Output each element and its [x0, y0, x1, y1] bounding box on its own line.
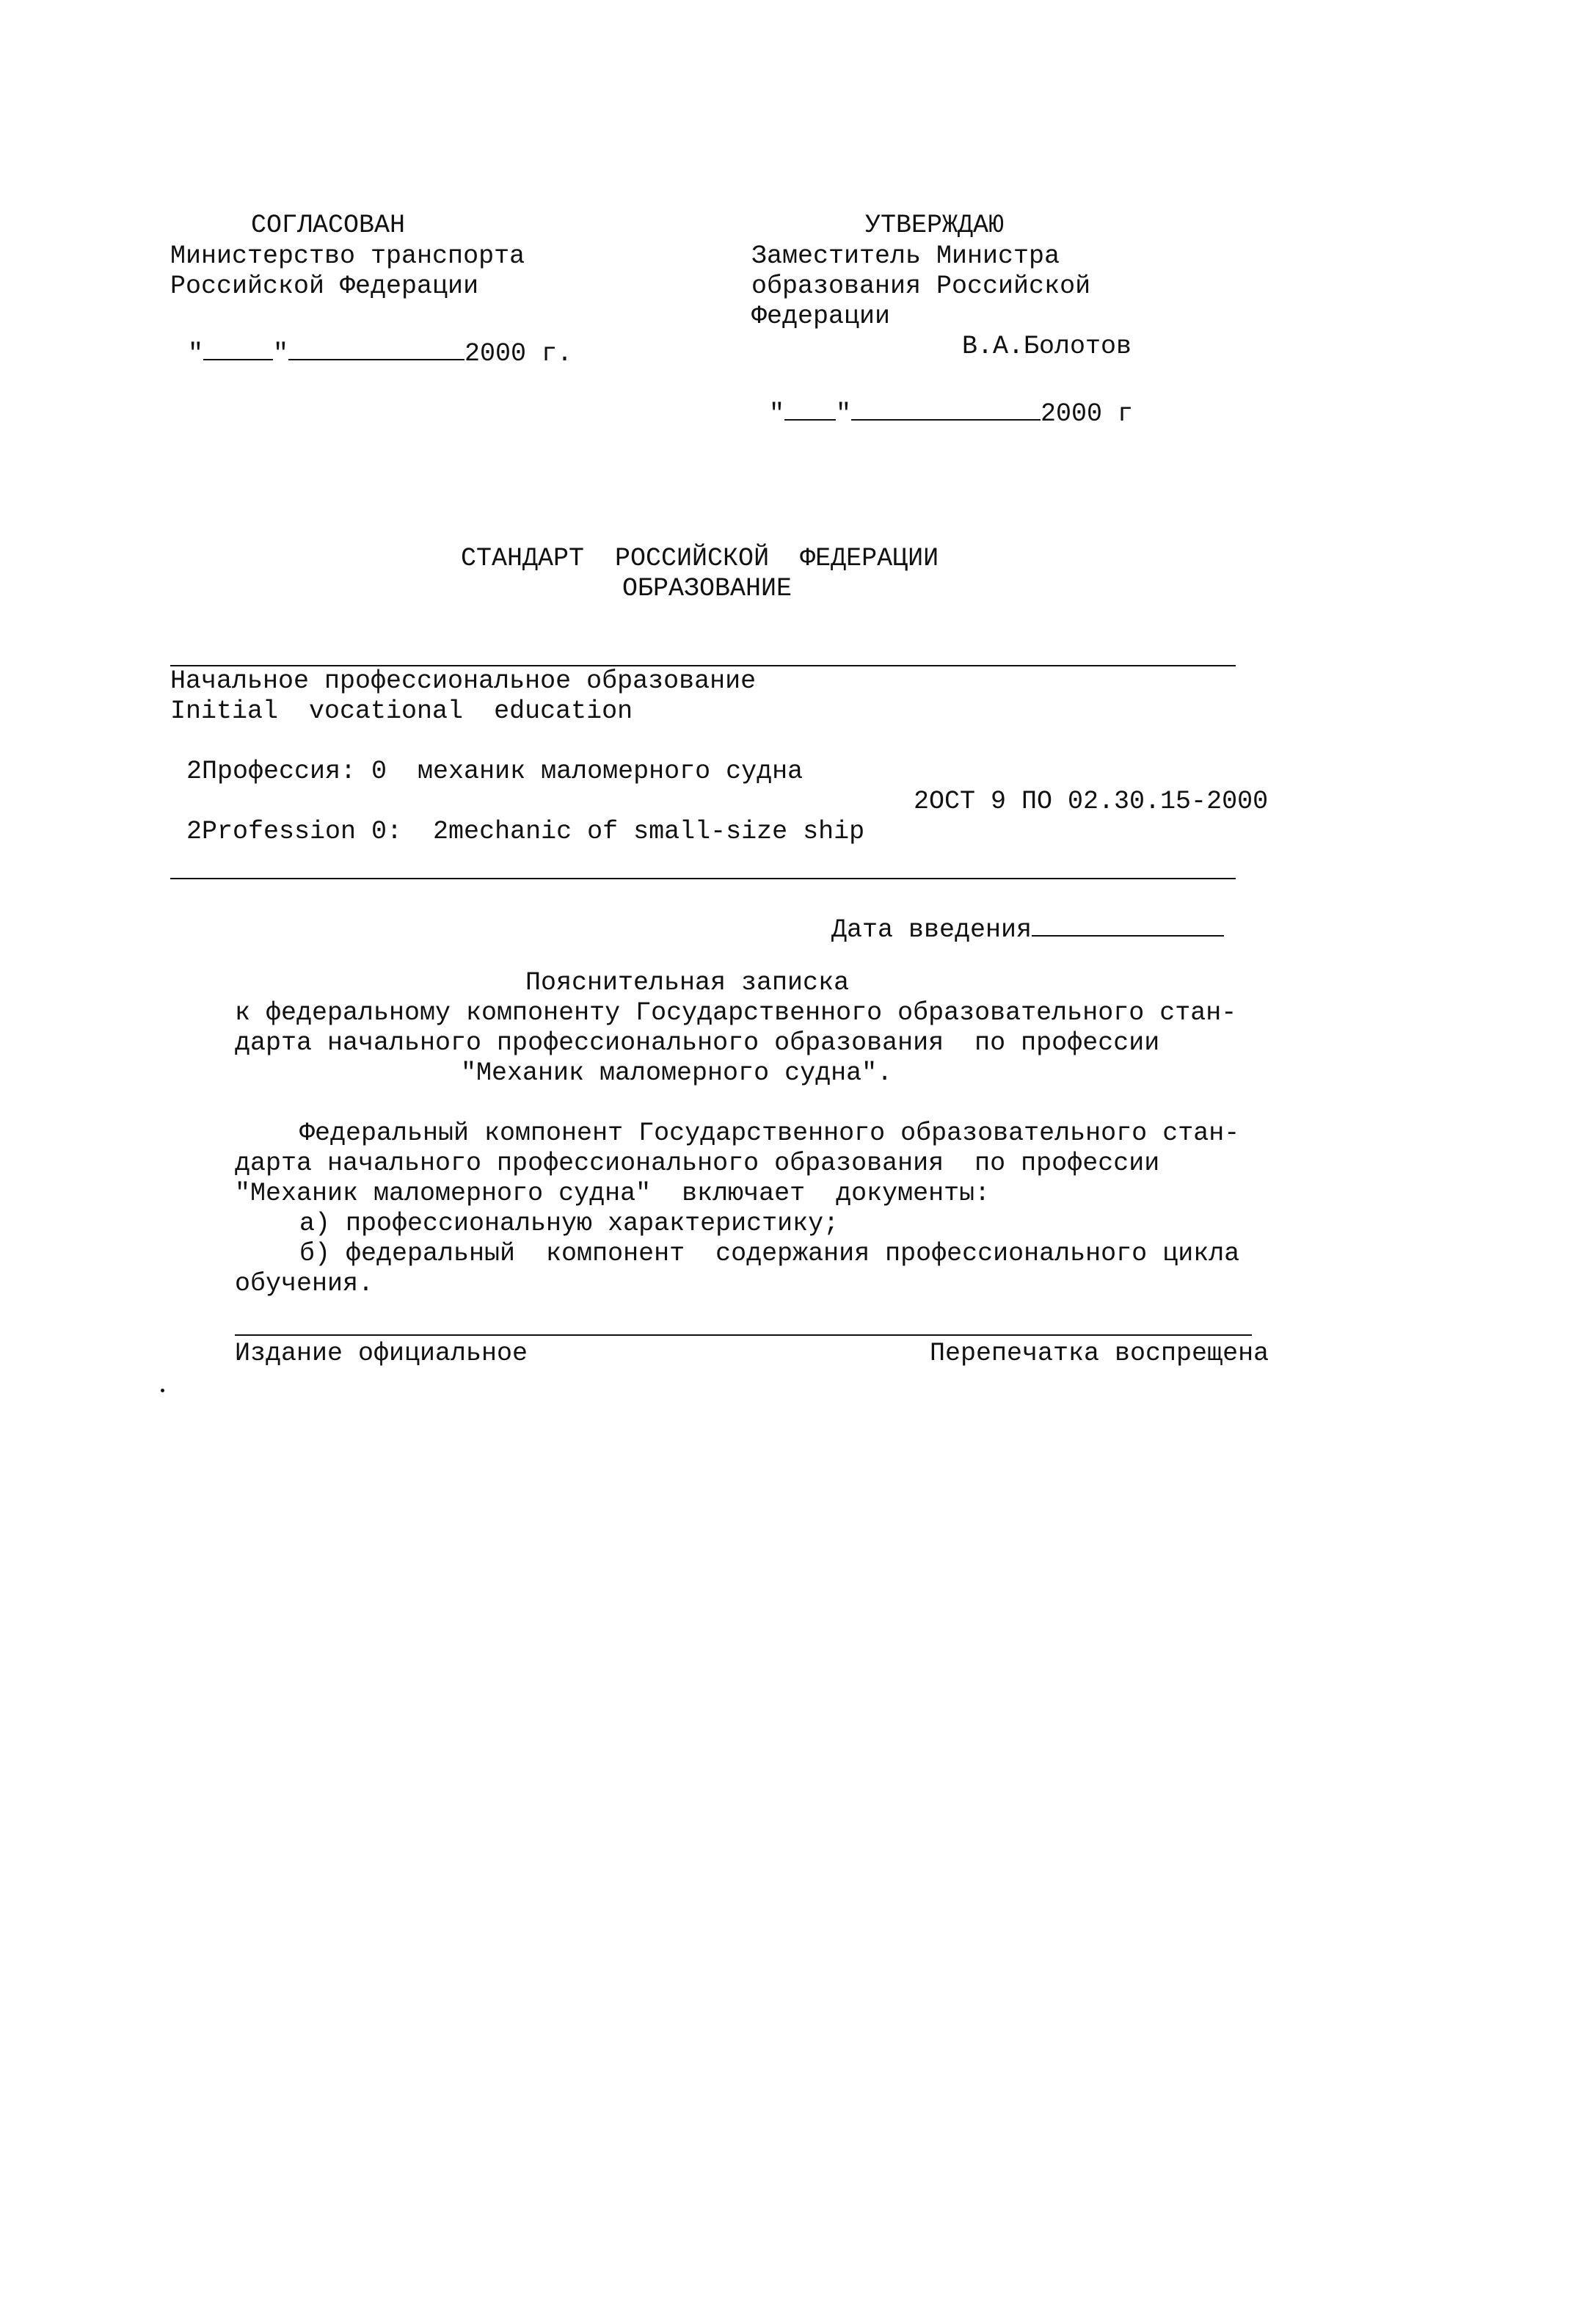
education-level-en: Initial vocational education [170, 697, 633, 726]
list-item-b-continuation: обучения. [235, 1269, 374, 1298]
list-item-a: а) профессиональную характеристику; [299, 1209, 839, 1238]
introduction-date-label: Дата введения [831, 915, 1032, 945]
standard-title: СТАНДАРТ РОССИЙСКОЙ ФЕДЕРАЦИИ [461, 544, 939, 573]
list-item-b: б) федеральный компонент содержания профессионального цикла [299, 1239, 1240, 1268]
approval-left-ministry: Министерство транспорта [170, 241, 525, 271]
approval-right-country: Федерации [751, 302, 891, 331]
introduction-date-blank [1032, 908, 1224, 937]
note-line-1: к федеральному компоненту Государственного образовательного стан- [235, 998, 1237, 1028]
footer-reprint-prohibited: Перепечатка воспрещена [930, 1339, 1269, 1368]
profession-en: 2Profession 0: 2mechanic of small-size ship [186, 817, 865, 846]
header-rule-bottom [170, 878, 1236, 879]
body-line-3: "Механик маломерного судна" включает документы: [235, 1179, 991, 1208]
date-year: 2000 г. [464, 338, 573, 368]
body-line-2: дарта начального профессионального образования по профессии [235, 1149, 1160, 1178]
date-open-quote: " [188, 338, 204, 368]
standard-subtitle: ОБРАЗОВАНИЕ [622, 574, 792, 603]
profession-ru: 2Профессия: 0 механик маломерного судна [186, 757, 804, 786]
day-blank [203, 332, 273, 360]
body-line-1: Федеральный компонент Государственного образовательного стан- [299, 1119, 1240, 1148]
approval-left-country: Российской Федерации [170, 272, 479, 301]
approval-left-date [188, 332, 572, 369]
approval-right-signatory: В.А.Болотов [962, 332, 1132, 361]
education-level-ru: Начальное профессиональное образование [170, 666, 757, 696]
footer-official-edition: Издание официальное [235, 1339, 528, 1368]
date-year: 2000 г [1041, 399, 1134, 429]
note-line-3: "Механик маломерного судна". [461, 1058, 893, 1088]
approval-right-ministry: образования Российской [751, 272, 1091, 301]
approval-right-heading: УТВЕРЖДАЮ [865, 211, 1005, 240]
note-line-2: дарта начального профессионального образования по профессии [235, 1028, 1160, 1058]
date-close-quote: " [273, 338, 289, 368]
date-close-quote: " [836, 399, 852, 429]
approval-right-position: Заместитель Министра [751, 241, 1060, 271]
note-title: Пояснительная записка [525, 968, 850, 997]
introduction-date [831, 908, 1224, 945]
standard-code: 2ОСТ 9 ПО 02.30.15-2000 [914, 787, 1269, 816]
stray-dot-mark [161, 1389, 164, 1392]
month-blank [288, 332, 464, 360]
footer-rule [235, 1334, 1252, 1336]
month-blank [851, 392, 1041, 421]
approval-right-date [769, 392, 1133, 429]
approval-left-heading: СОГЛАСОВАН [251, 211, 406, 240]
date-open-quote: " [769, 399, 785, 429]
day-blank [784, 392, 836, 421]
